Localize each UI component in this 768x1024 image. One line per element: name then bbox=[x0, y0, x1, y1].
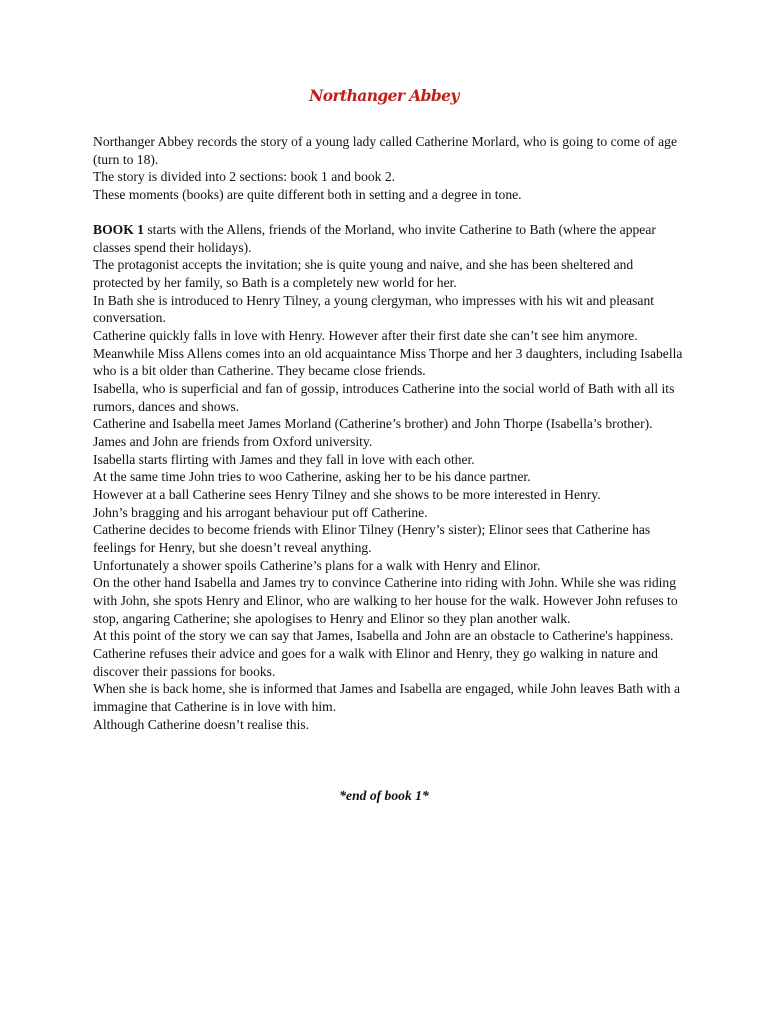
document-title: Northanger Abbey bbox=[309, 86, 459, 105]
book1-first-text: starts with the Allens, friends of the Morland, who invite Catherine to Bath (where the appear classes spend their holidays). bbox=[93, 222, 656, 255]
book1-paragraph: At this point of the story we can say that James, Isabella and John are an obstacle to Catherine's happiness. bbox=[93, 628, 674, 644]
book1-paragraph: At the same time John tries to woo Catherine, asking her to be his dance partner. bbox=[93, 469, 531, 485]
paragraph-spacer bbox=[93, 204, 683, 222]
book1-first-paragraph bbox=[93, 221, 683, 256]
intro-paragraph: These moments (books) are quite different both in setting and a degree in tone. bbox=[93, 186, 522, 202]
book1-paragraph: When she is back home, she is informed that James and Isabella are engaged, while John leaves Bath with a immagine that Catherine is in love with him. bbox=[93, 681, 680, 714]
book1-paragraph: Catherine decides to become friends with Elinor Tilney (Henry’s sister); Elinor sees that Catherine has feelings for Henry, but she doesn’t reveal anything. bbox=[93, 522, 651, 555]
book1-label: BOOK 1 bbox=[93, 222, 144, 238]
book1-paragraph: On the other hand Isabella and James try to convince Catherine into riding with John. While she was riding with John, she spots Henry and Elinor, who are walking to her house for the walk. However John refuses to stop, angaring Catherine; she apologises to Henry and Elinor so they plan another walk. bbox=[93, 575, 678, 626]
book1-paragraph: Although Catherine doesn’t realise this. bbox=[93, 716, 310, 732]
book1-paragraph: However at a ball Catherine sees Henry Tilney and she shows to be more interested in Henry. bbox=[93, 486, 601, 502]
end-of-book-marker: *end of book 1* bbox=[339, 788, 429, 803]
book1-paragraph: Catherine and Isabella meet James Morland (Catherine’s brother) and John Thorpe (Isabella’s brother). James and John are friends from Oxford university. bbox=[93, 416, 653, 449]
book1-paragraph: John’s bragging and his arrogant behaviour put off Catherine. bbox=[93, 504, 428, 520]
book1-paragraph: Meanwhile Miss Allens comes into an old acquaintance Miss Thorpe and her 3 daughters, including Isabella who is a bit older than Catherine. They became close friends. bbox=[93, 345, 683, 379]
intro-paragraph: The story is divided into 2 sections: book 1 and book 2. bbox=[93, 169, 396, 185]
book1-paragraph: Unfortunately a shower spoils Catherine’s plans for a walk with Henry and Elinor. bbox=[93, 557, 541, 573]
book1-paragraph: In Bath she is introduced to Henry Tilney, a young clergyman, who impresses with his wit and pleasant conversation. bbox=[93, 292, 655, 326]
book1-paragraph: Catherine refuses their advice and goes for a walk with Elinor and Henry, they go walking in nature and discover their passions for books. bbox=[93, 645, 658, 679]
document-body bbox=[93, 133, 683, 733]
book1-paragraph: Isabella starts flirting with James and they fall in love with each other. bbox=[93, 451, 475, 467]
intro-paragraph: Northanger Abbey records the story of a young lady called Catherine Morlard, who is going to come of age (turn to 18). bbox=[93, 134, 677, 167]
book1-paragraph: Isabella, who is superficial and fan of gossip, introduces Catherine into the social world of Bath with all its rumors, dances and shows. bbox=[93, 381, 675, 414]
book1-paragraph: The protagonist accepts the invitation; she is quite young and naive, and she has been sheltered and protected by her family, so Bath is a completely new world for her. bbox=[93, 257, 634, 291]
book1-paragraph: Catherine quickly falls in love with Henry. However after their first date she can’t see him anymore. bbox=[93, 328, 638, 344]
